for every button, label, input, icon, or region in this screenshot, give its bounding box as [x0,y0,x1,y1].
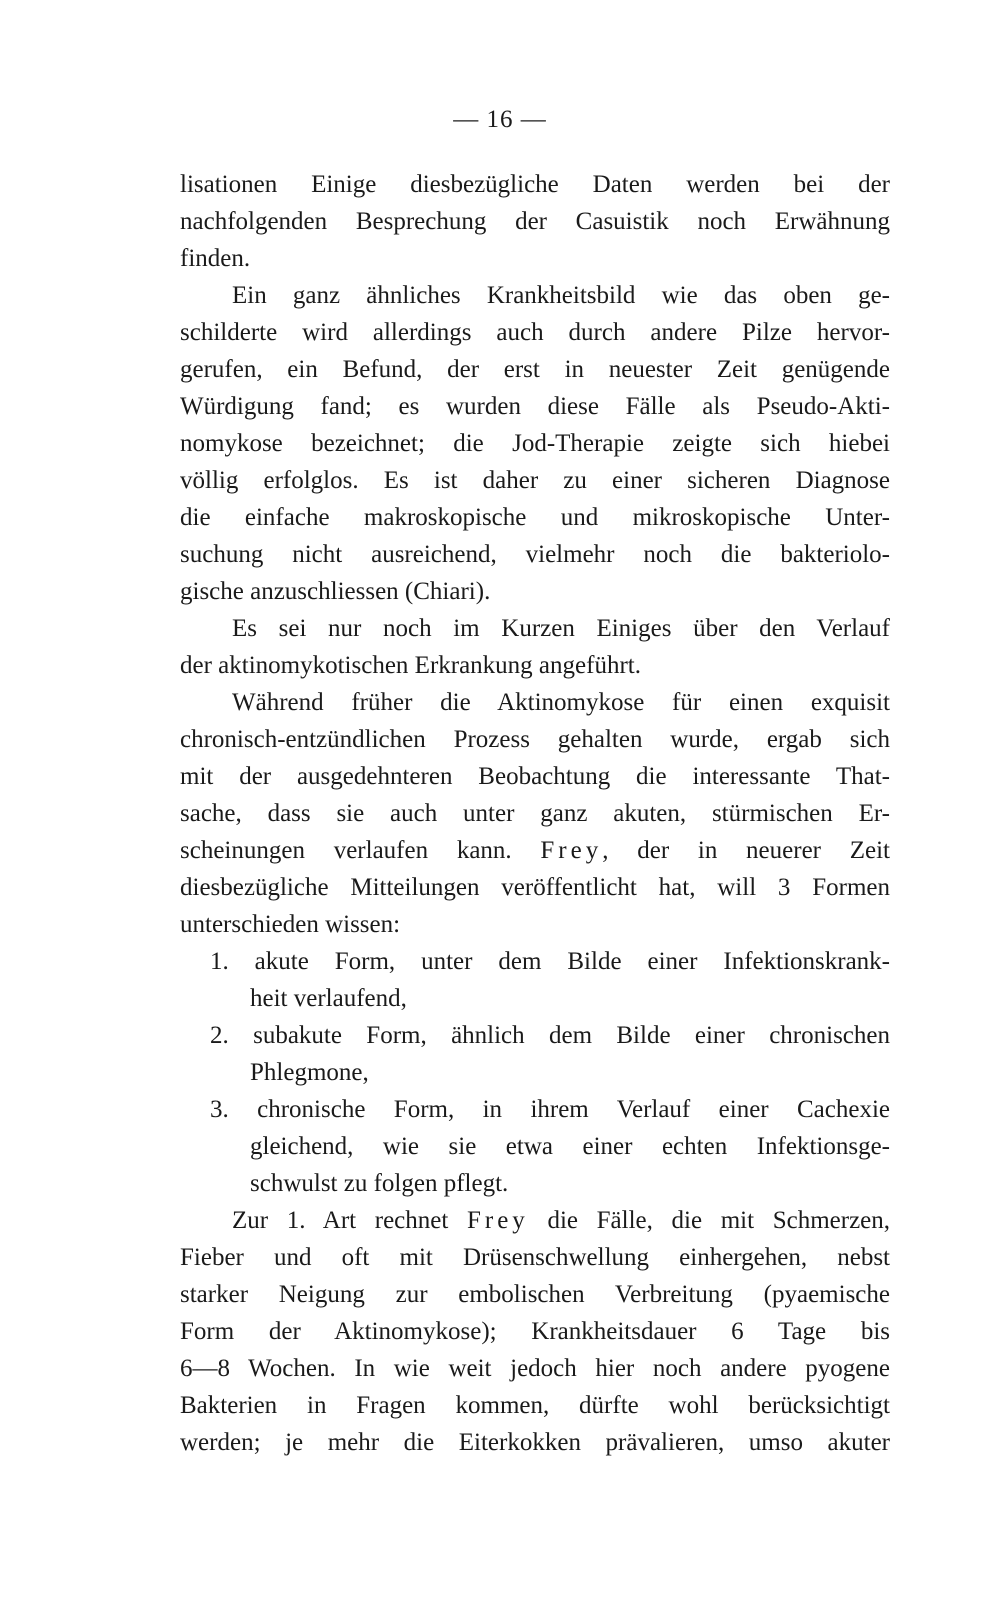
text-line: werden; je mehr die Eiterkokken prävalieren, umso akuter [180,1429,890,1456]
text-line: suchung nicht ausreichend, vielmehr noch die bakteriolo- [180,541,890,568]
text-line: mit der ausgedehnteren Beobachtung die interessante That- [180,763,890,790]
list-item-continuation: Phlegmone, [250,1059,369,1086]
list-item-continuation: gleichend, wie sie etwa einer echten Infektionsge- [250,1133,890,1160]
text-line: 6—8 Wochen. In wie weit jedoch hier noch andere pyogene [180,1355,890,1382]
text-fragment: scheinungen verlaufen kann. [180,837,512,864]
text-line: unterschieden wissen: [180,911,401,938]
text-fragment: die Fälle, die mit Schmerzen, [547,1207,891,1234]
text-line: Es sei nur noch im Kurzen Einiges über den Verlauf [232,615,890,642]
list-item: 2. subakute Form, ähnlich dem Bilde einer chronischen [210,1022,890,1049]
text-line: nachfolgenden Besprechung der Casuistik noch Erwähnung [180,208,890,235]
text-line-with-name [180,832,890,869]
text-line: Ein ganz ähnliches Krankheitsbild wie das oben ge- [232,282,890,309]
text-line-with-name [180,1202,890,1239]
text-line: Fieber und oft mit Drüsenschwellung einhergehen, nebst [180,1244,890,1271]
text-line: der aktinomykotischen Erkrankung angeführt. [180,652,641,679]
text-line: Bakterien in Fragen kommen, dürfte wohl berücksichtigt [180,1392,890,1419]
text-line: nomykose bezeichnet; die Jod-Therapie zeigte sich hiebei [180,430,890,457]
text-line: starker Neigung zur embolischen Verbreitung (pyaemische [180,1281,890,1308]
list-item-continuation: schwulst zu folgen pflegt. [250,1170,509,1197]
text-line: sache, dass sie auch unter ganz akuten, stürmischen Er- [180,800,890,827]
text-line: gerufen, ein Befund, der erst in neuester Zeit genügende [180,356,890,383]
text-line: Form der Aktinomykose); Krankheitsdauer 6 Tage bis [180,1318,890,1345]
list-item-continuation: heit verlaufend, [250,985,407,1012]
text-line: diesbezügliche Mitteilungen veröffentlicht hat, will 3 Formen [180,874,890,901]
author-name: Frey [466,1207,529,1234]
text-line: lisationen Einige diesbezügliche Daten werden bei der [180,171,890,198]
text-line: Während früher die Aktinomykose für einen exquisit [232,689,890,716]
text-line: schilderte wird allerdings auch durch andere Pilze hervor- [180,319,890,346]
page-number: — 16 — [453,106,547,133]
list-item: 3. chronische Form, in ihrem Verlauf einer Cachexie [210,1096,890,1123]
text-fragment: , der in neuerer Zeit [602,837,890,864]
author-name: Frey [540,837,603,864]
text-line: finden. [180,245,251,272]
text-line: chronisch-entzündlichen Prozess gehalten wurde, ergab sich [180,726,890,753]
text-line: gische anzuschliessen (Chiari). [180,578,491,605]
text-fragment: Zur 1. Art rechnet [232,1207,449,1234]
text-line: völlig erfolglos. Es ist daher zu einer sicheren Diagnose [180,467,890,494]
text-line: Würdigung fand; es wurden diese Fälle als Pseudo-Akti- [180,393,890,420]
body-text [180,166,890,1461]
list-item: 1. akute Form, unter dem Bilde einer Infektionskrank- [210,948,890,975]
text-line: die einfache makroskopische und mikroskopische Unter- [180,504,890,531]
